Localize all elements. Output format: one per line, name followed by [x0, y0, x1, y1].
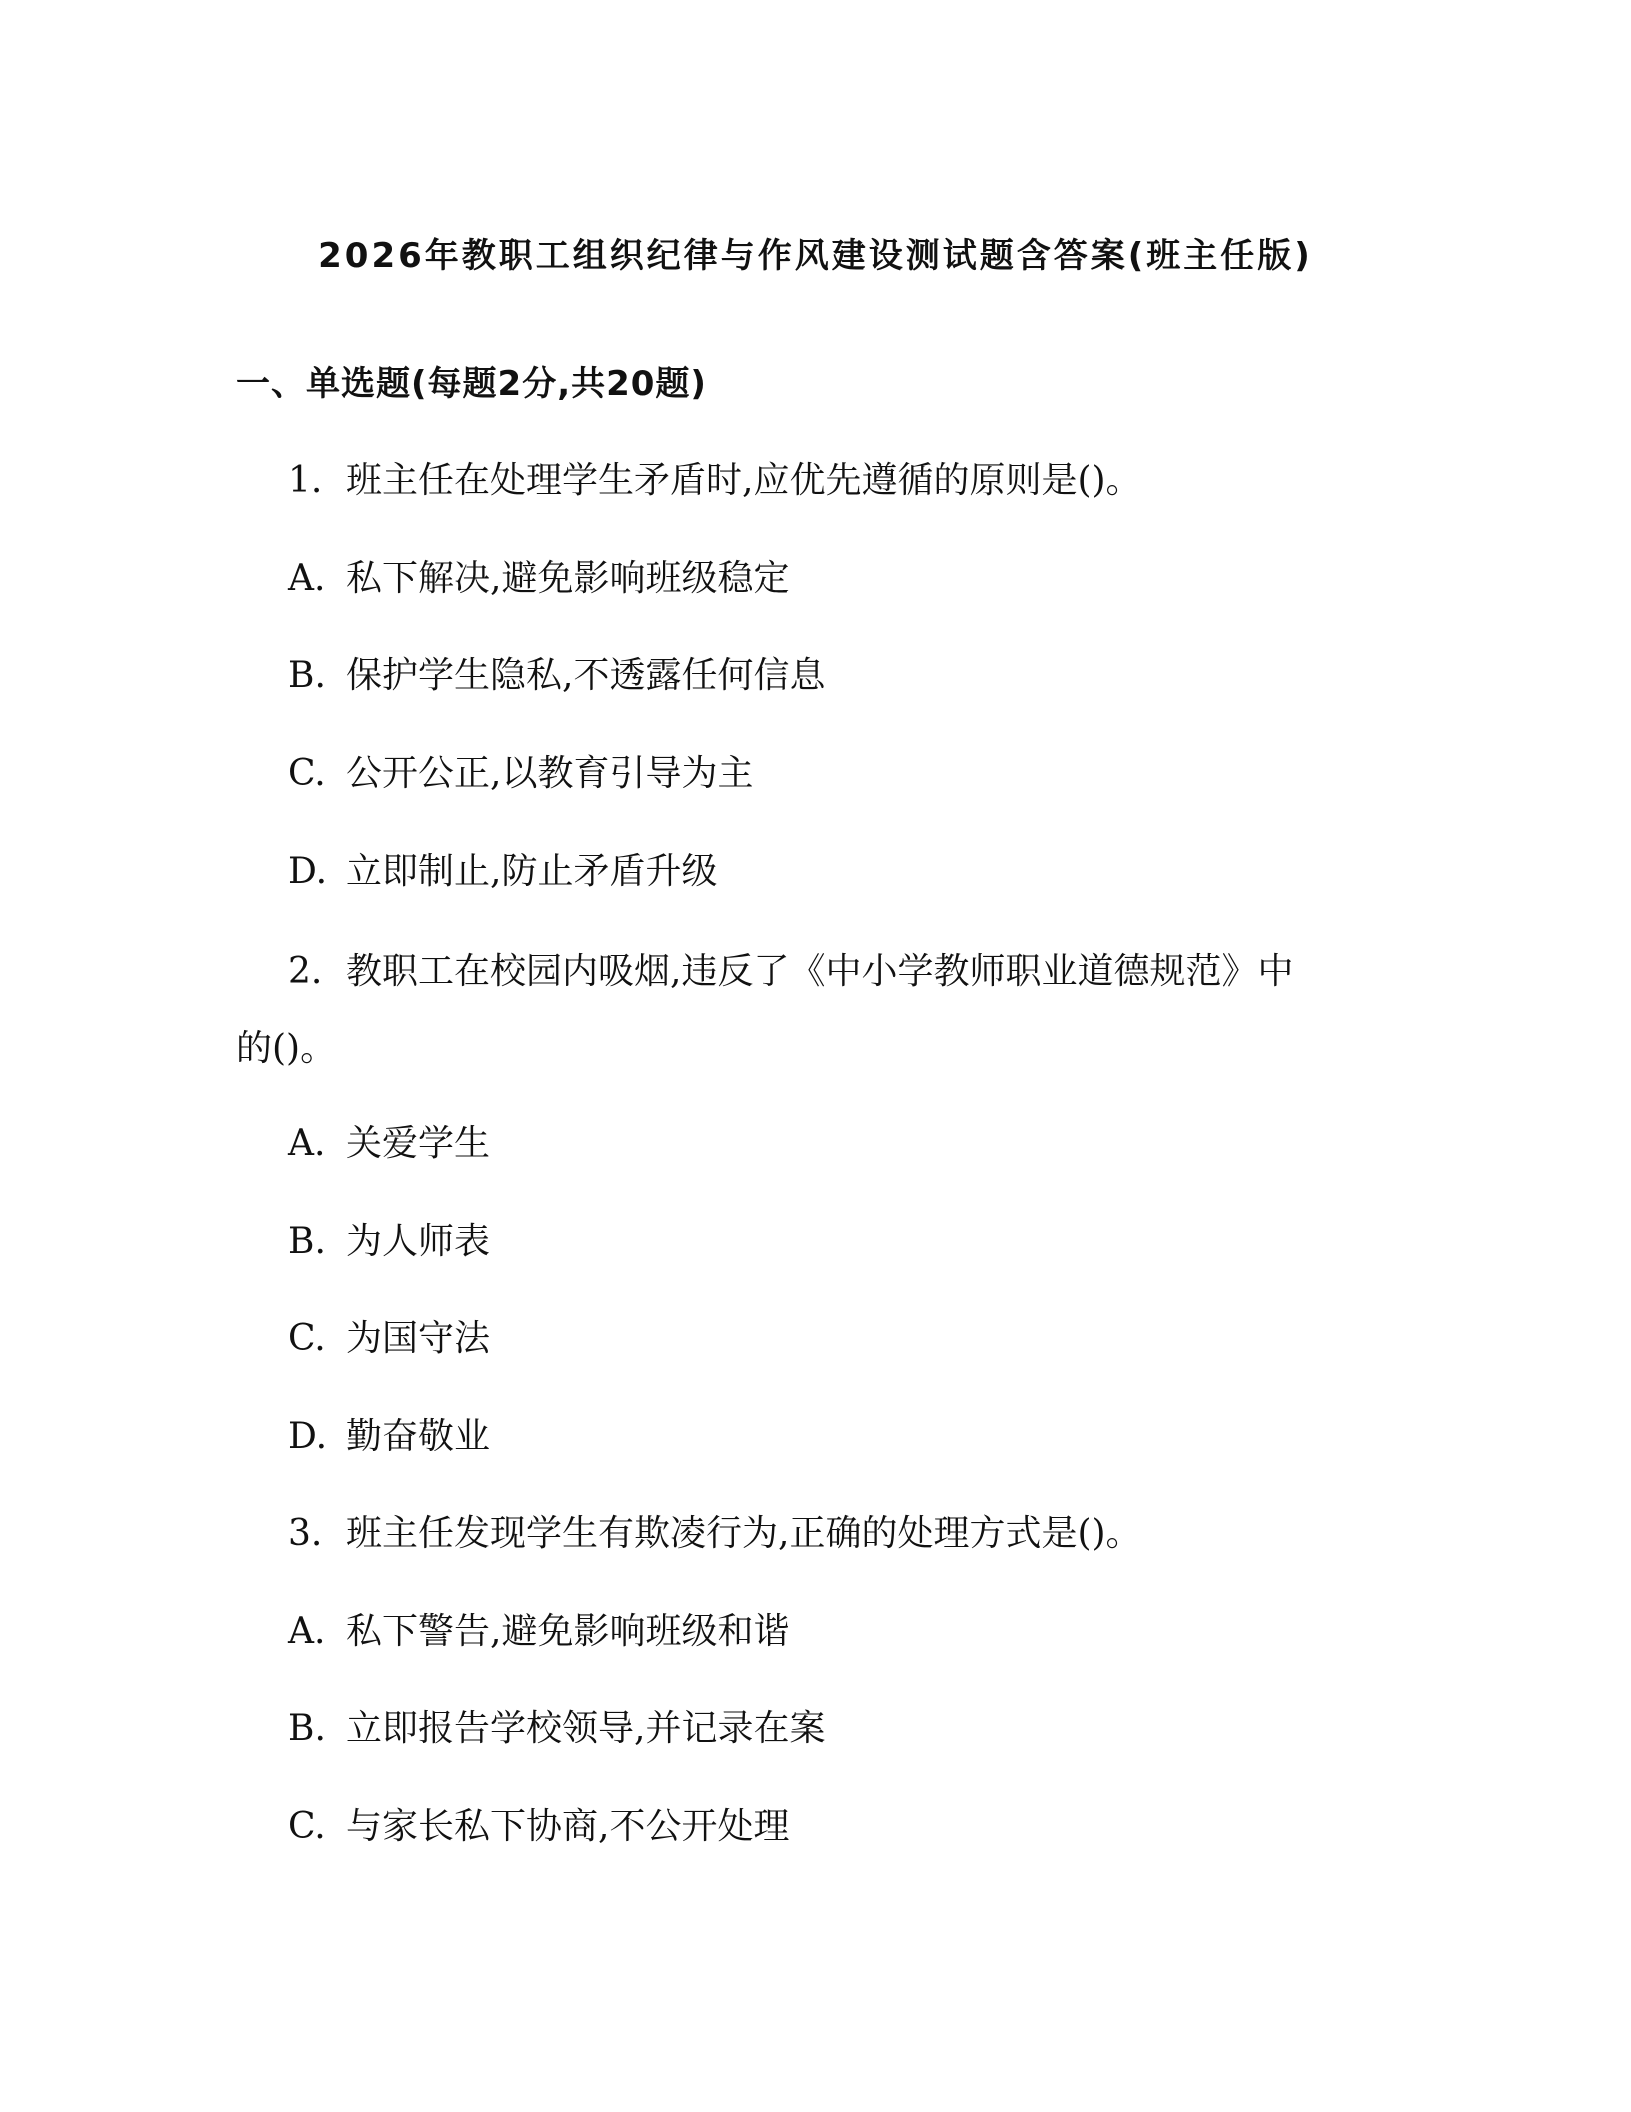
option-text: 私下解决,避免影响班级稳定 — [346, 558, 790, 599]
section-heading: 一、单选题(每题2分,共20题) — [236, 364, 707, 404]
question-3-stem — [288, 1505, 1142, 1556]
option-text: 公开公正,以教育引导为主 — [346, 753, 754, 794]
option-text: 勤奋敬业 — [346, 1416, 491, 1457]
option-label: B. — [288, 1221, 326, 1262]
option-text: 私下警告,避免影响班级和谐 — [346, 1611, 790, 1652]
question-text: 班主任发现学生有欺凌行为,正确的处理方式是()。 — [346, 1513, 1142, 1554]
question-2-option-d — [288, 1408, 490, 1459]
question-1-option-a — [288, 550, 789, 601]
option-label: A. — [288, 558, 326, 599]
question-1-stem — [288, 452, 1142, 503]
option-label: A. — [288, 1611, 326, 1652]
question-2-stem-continued: 的()。 — [236, 1028, 337, 1069]
option-text: 为人师表 — [346, 1221, 491, 1262]
option-label: C. — [288, 1806, 326, 1847]
question-2-option-a — [288, 1115, 490, 1166]
option-text: 立即制止,防止矛盾升级 — [346, 851, 718, 892]
question-number: 3. — [288, 1513, 323, 1554]
option-text: 为国守法 — [346, 1318, 491, 1359]
option-label: D. — [288, 1416, 328, 1457]
question-text: 班主任在处理学生矛盾时,应优先遵循的原则是()。 — [346, 460, 1142, 501]
question-2-option-b — [288, 1213, 490, 1264]
question-1-option-d — [288, 843, 717, 894]
question-1-option-c — [288, 745, 753, 796]
question-3-option-a — [288, 1603, 789, 1654]
option-label: B. — [288, 1708, 326, 1749]
option-label: B. — [288, 655, 326, 696]
question-text: 教职工在校园内吸烟,违反了《中小学教师职业道德规范》中 — [346, 951, 1294, 992]
question-number: 2. — [288, 951, 323, 992]
option-text: 保护学生隐私,不透露任何信息 — [346, 655, 826, 696]
question-number: 1. — [288, 460, 323, 501]
question-3-option-b — [288, 1700, 825, 1751]
option-text: 与家长私下协商,不公开处理 — [346, 1806, 790, 1847]
question-3-option-c — [288, 1798, 789, 1849]
question-2-option-c — [288, 1310, 490, 1361]
option-text: 立即报告学校领导,并记录在案 — [346, 1708, 826, 1749]
option-label: A. — [288, 1123, 326, 1164]
question-1-option-b — [288, 647, 825, 698]
option-text: 关爱学生 — [346, 1123, 491, 1164]
document-title: 2026年教职工组织纪律与作风建设测试题含答案(班主任版) — [318, 236, 1313, 276]
question-2-stem — [288, 943, 1293, 994]
option-label: C. — [288, 753, 326, 794]
option-label: D. — [288, 851, 328, 892]
option-label: C. — [288, 1318, 326, 1359]
